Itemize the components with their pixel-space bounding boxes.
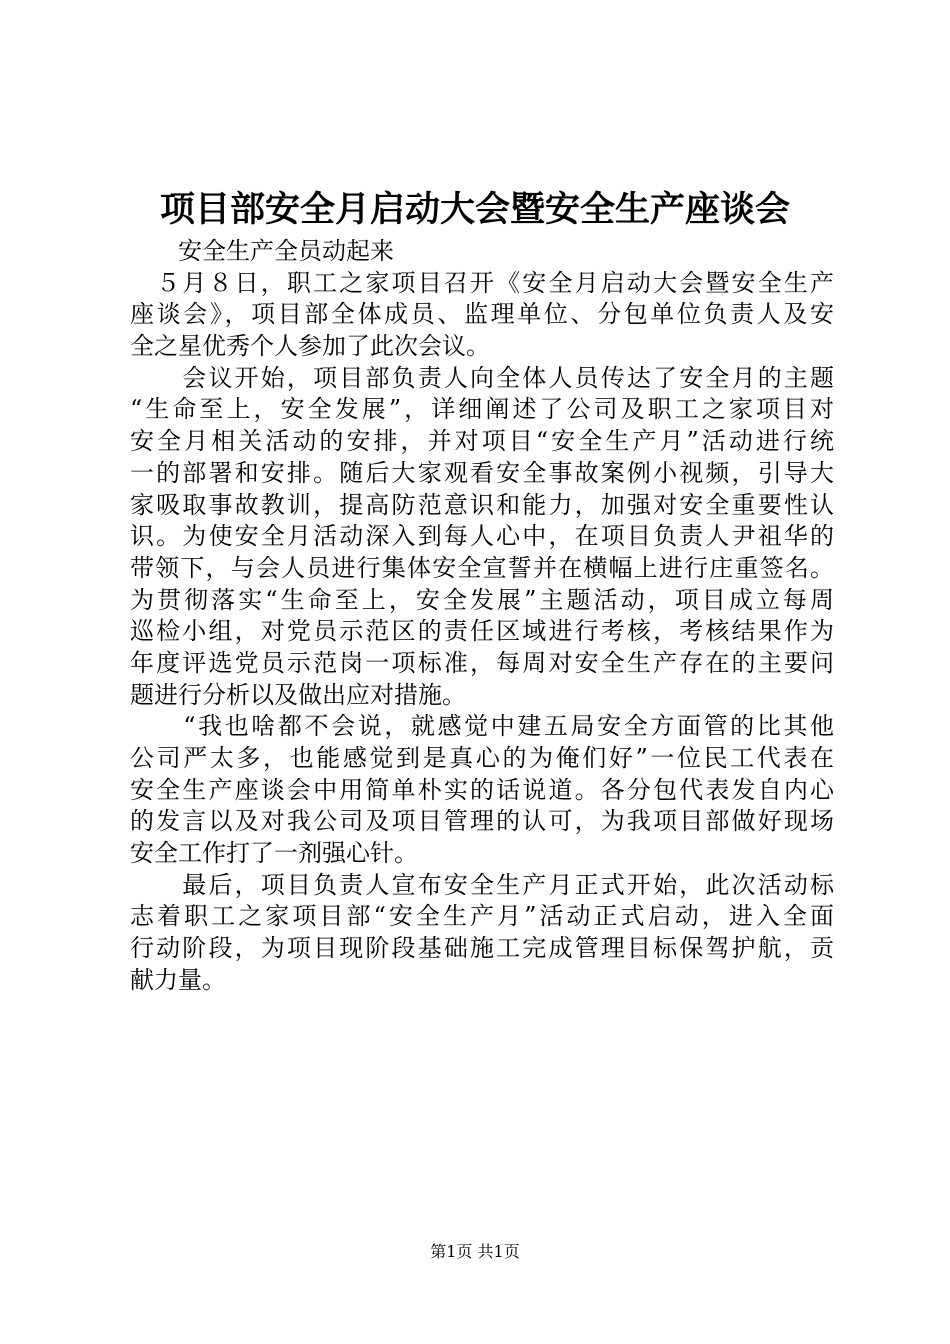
body-line: “生命至上，安全发展”，详细阐述了公司及职工之家项目对 bbox=[130, 395, 834, 424]
body-line: 安全生产全员动起来 bbox=[130, 237, 394, 265]
body-line: 的发言以及对我公司及项目管理的认可，为我项目部做好现场 bbox=[130, 807, 834, 836]
body-line: 行动阶段，为项目现阶段基础施工完成管理目标保驾护航，贡 bbox=[130, 934, 834, 963]
body-line: 最后，项目负责人宣布安全生产月正式开始，此次活动标 bbox=[130, 870, 834, 899]
page-footer: 第1页 共1页 bbox=[430, 1242, 520, 1261]
body-line: 带领下，与会人员进行集体安全宣誓并在横幅上进行庄重签名。 bbox=[130, 553, 834, 582]
body-line: 座谈会》，项目部全体成员、监理单位、分包单位负责人及安 bbox=[130, 300, 834, 329]
document-title: 项目部安全月启动大会暨安全生产座谈会 bbox=[159, 189, 790, 230]
body-line: 一的部署和安排。随后大家观看安全事故案例小视频，引导大 bbox=[130, 458, 834, 487]
body-line: 志着职工之家项目部“安全生产月”活动正式启动，进入全面 bbox=[130, 902, 834, 931]
body-line: 题进行分析以及做出应对措施。 bbox=[130, 680, 466, 709]
body-line: 巡检小组，对党员示范区的责任区域进行考核，考核结果作为 bbox=[130, 617, 834, 646]
body-line: ５月８日，职工之家项目召开《安全月启动大会暨安全生产 bbox=[130, 268, 834, 297]
body-line: 家吸取事故教训，提高防范意识和能力，加强对安全重要性认 bbox=[130, 490, 834, 519]
body-line: 会议开始，项目部负责人向全体人员传达了安全月的主题 bbox=[130, 363, 834, 392]
body-line: 安全工作打了一剂强心针。 bbox=[130, 839, 418, 868]
body-line: 全之星优秀个人参加了此次会议。 bbox=[130, 332, 490, 361]
body-line: 年度评选党员示范岗一项标准，每周对安全生产存在的主要问 bbox=[130, 648, 834, 677]
body-line: “我也啥都不会说，就感觉中建五局安全方面管的比其他 bbox=[130, 712, 834, 741]
body-line: 为贯彻落实“生命至上，安全发展”主题活动，项目成立每周 bbox=[130, 585, 834, 614]
body-line: 安全月相关活动的安排，并对项目“安全生产月”活动进行统 bbox=[130, 427, 834, 456]
document-body bbox=[130, 236, 834, 997]
body-line: 安全生产座谈会中用简单朴实的话说道。各分包代表发自内心 bbox=[130, 775, 834, 804]
body-line: 识。为使安全月活动深入到每人心中，在项目负责人尹祖华的 bbox=[130, 522, 834, 551]
body-line: 献力量。 bbox=[130, 965, 226, 994]
body-line: 公司严太多，也能感觉到是真心的为俺们好”一位民工代表在 bbox=[130, 744, 834, 772]
